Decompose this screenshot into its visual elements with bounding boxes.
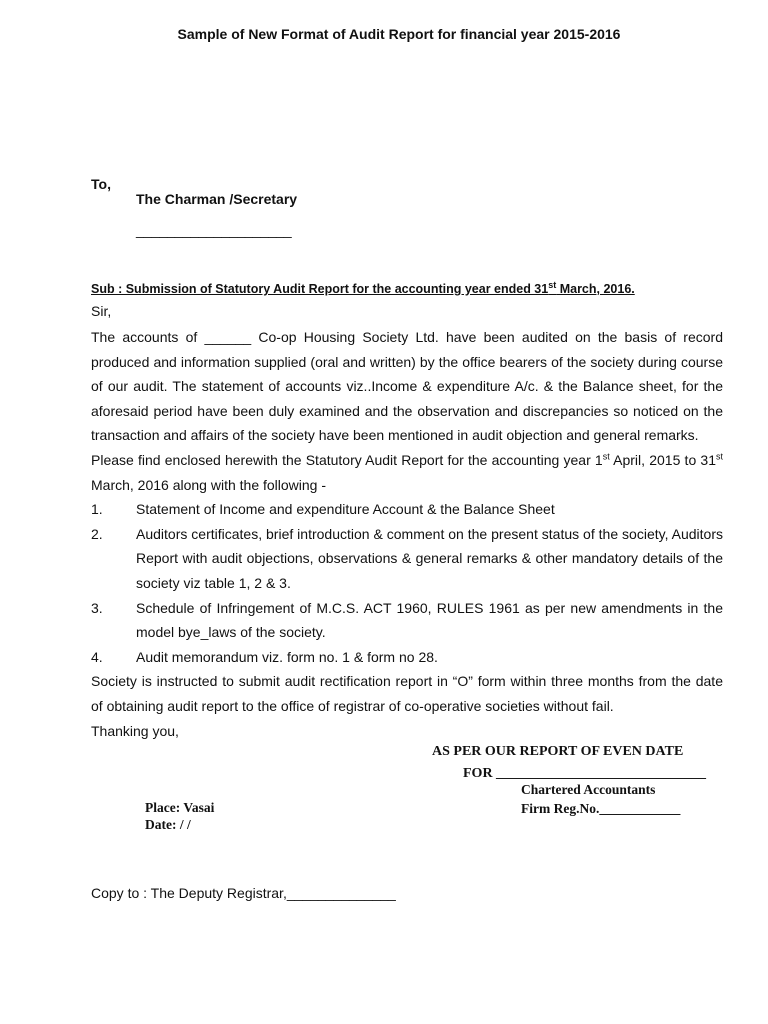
date-label: Date: / /	[145, 817, 191, 832]
paragraph-enclosed-part1: Please find enclosed herewith the Statutory Audit Report for the accounting year 1	[91, 451, 603, 468]
enclosure-text: Audit memorandum viz. form no. 1 & form no 28.	[136, 648, 438, 665]
paragraph-rectification: Society is instructed to submit audit rectification report in “O” form within three months from the date of obtaining audit report to the office of registrar of co-operative societies without fail.	[91, 673, 723, 714]
address-to: To,	[91, 176, 111, 192]
page-title: Sample of New Format of Audit Report for financial year 2015-2016	[177, 26, 621, 42]
paragraph-enclosed-sup2: st	[715, 451, 723, 462]
salutation: Sir,	[91, 303, 112, 319]
address-recipient: The Charman /Secretary	[136, 191, 298, 207]
paragraph-enclosed	[91, 448, 723, 497]
signature-report-line: AS PER OUR REPORT OF EVEN DATE	[432, 744, 684, 759]
enclosure-text: Auditors certificates, brief introduction & comment on the present status of the society, Auditors Report with audit objections, observations & general remarks & other mandatory details of the society viz table 1, 2 & 3.	[136, 525, 723, 591]
paragraph-enclosed-sup1: st	[602, 451, 610, 462]
signature-firm-type: Chartered Accountants	[521, 782, 656, 797]
enclosure-number: 3.	[91, 599, 103, 616]
letter-body	[91, 325, 723, 743]
signature-for-line: FOR ______________________________	[463, 766, 707, 781]
signature-firm-reg: Firm Reg.No.____________	[521, 801, 681, 816]
address-blank-line: ____________________	[136, 222, 292, 238]
copy-to-line: Copy to : The Deputy Registrar,______________	[91, 885, 396, 901]
paragraph-accounts: The accounts of ______ Co-op Housing Society Ltd. have been audited on the basis of record produced and information supplied (oral and written) by the office bearers of the society during course of our audit. The statement of accounts viz..Income & expenditure A/c. & the Balance sheet, for the aforesaid period have been duly examined and the observation and discrepancies so noticed on the transaction and affairs of the society have been mentioned in audit objection and general remarks.	[91, 329, 723, 444]
paragraph-enclosed-part2: April, 2015 to 31	[609, 451, 716, 468]
place-label: Place: Vasai	[145, 800, 215, 815]
enclosure-item	[91, 596, 723, 645]
enclosure-text: Statement of Income and expenditure Account & the Balance Sheet	[136, 501, 555, 518]
subject-sup: st	[548, 279, 557, 290]
enclosure-item	[91, 497, 723, 522]
enclosure-text: Schedule of Infringement of M.C.S. ACT 1960, RULES 1961 as per new amendments in the model bye_laws of the society.	[136, 599, 723, 641]
closing-thanks: Thanking you,	[91, 722, 179, 739]
enclosure-item	[91, 645, 723, 670]
subject-suffix: March, 2016.	[556, 282, 635, 296]
paragraph-enclosed-part3: March, 2016 along with the following -	[91, 476, 327, 493]
subject-line	[91, 279, 635, 296]
enclosure-number: 1.	[91, 501, 103, 518]
enclosure-number: 4.	[91, 648, 103, 665]
subject-prefix: Sub : Submission of Statutory Audit Report for the accounting year ended 31	[91, 282, 549, 296]
enclosure-number: 2.	[91, 525, 103, 542]
enclosure-item	[91, 522, 723, 596]
